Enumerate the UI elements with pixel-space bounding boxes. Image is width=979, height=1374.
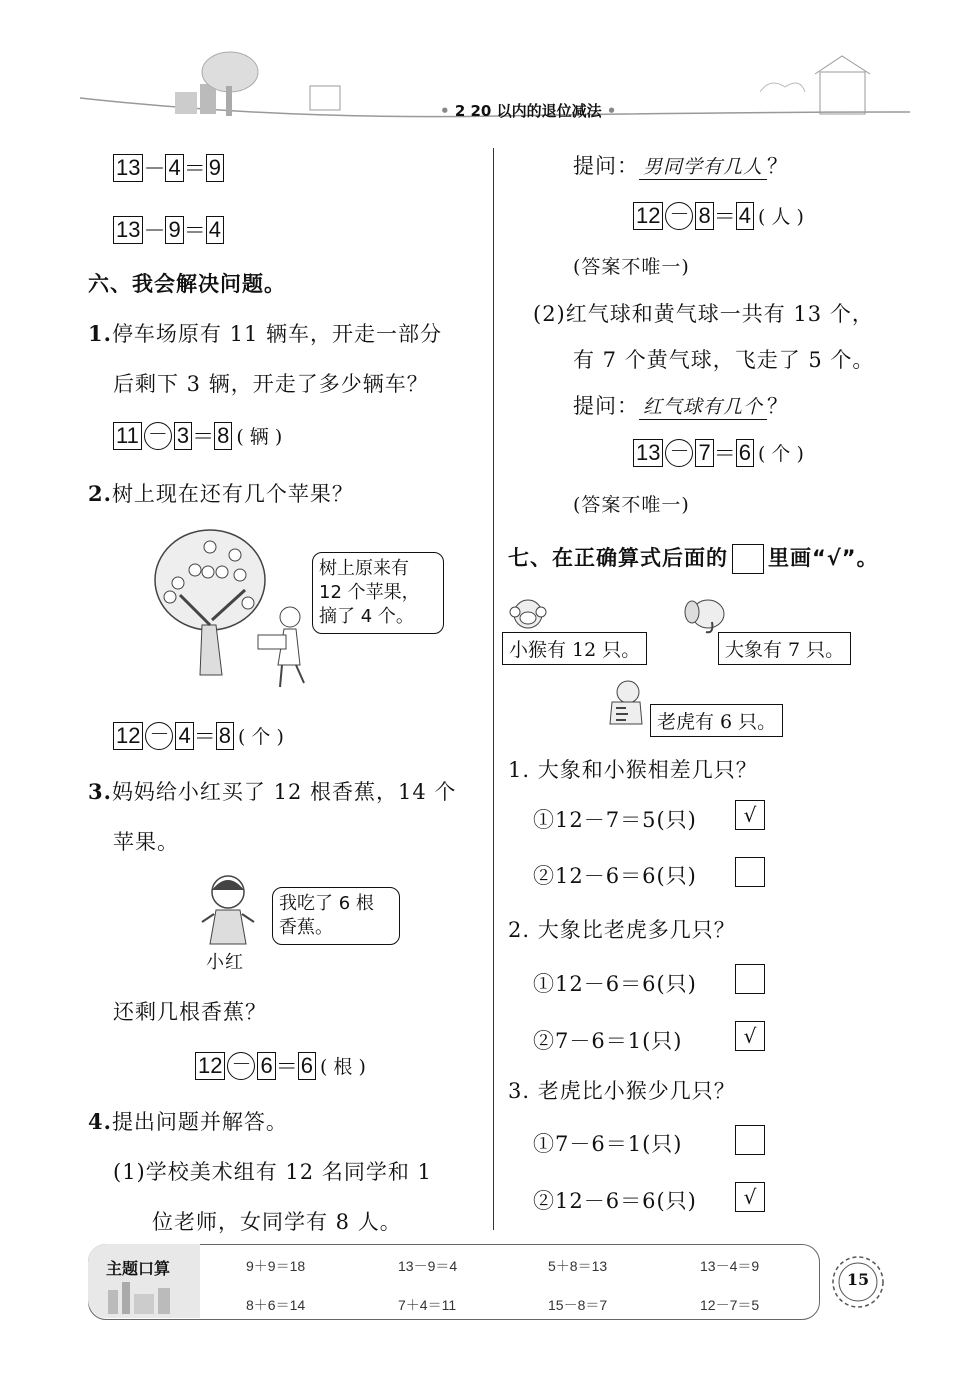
note-2: (答案不唯一): [573, 494, 690, 516]
p3-option2-checkbox[interactable]: √: [735, 1182, 765, 1212]
p3-option2: ②12－6＝6(只): [533, 1189, 697, 1213]
q1-answer: 11 － 3 ＝ 8 ( 辆 ): [113, 420, 282, 451]
header-title: • 2 20 以内的退位减法 •: [440, 102, 617, 120]
p1-option1: ①12－7＝5(只): [533, 808, 697, 832]
equation-b: 13 － 9 ＝ 4: [113, 214, 224, 245]
oral-r2-c1: 8＋6＝14: [246, 1297, 306, 1313]
ask1-line: 提问： 男同学有几人 ？: [573, 154, 790, 178]
oral-calc-label: 主题口算: [106, 1259, 171, 1278]
q3-speech-bubble: 我吃了 6 根 香蕉。: [272, 887, 400, 945]
q4-1-line2: 位老师，女同学有 8 人。: [152, 1210, 402, 1234]
q3-girl-name: 小红: [206, 952, 244, 973]
page-number: 15: [846, 1270, 870, 1289]
apple-tree-illustration: [150, 525, 310, 695]
column-divider: [493, 148, 494, 1230]
q3-question: 还剩几根香蕉？: [113, 1000, 267, 1024]
p3-option1: ①7－6＝1(只): [533, 1132, 683, 1156]
section-6-heading: 六、我会解决问题。: [88, 272, 286, 296]
ask1-answer: 12 － 8 ＝ 4 ( 人 ): [633, 200, 804, 231]
equation-a: 13 － 4 ＝ 9: [113, 152, 224, 183]
p2-option2-checkbox[interactable]: √: [735, 1021, 765, 1051]
q3-line2: 苹果。: [113, 830, 179, 854]
p2-option2: ②7－6＝1(只): [533, 1029, 683, 1053]
q4-2-line2: 有 7 个黄气球，飞走了 5 个。: [573, 348, 875, 372]
oral-r1-c4: 13－4＝9: [700, 1258, 760, 1274]
q2-speech-bubble: 树上原来有 12 个苹果， 摘了 4 个。: [312, 552, 444, 634]
tiger-label: 老虎有 6 只。: [650, 704, 783, 737]
p1-option2-checkbox[interactable]: [735, 857, 765, 887]
p1-option1-checkbox[interactable]: √: [735, 800, 765, 830]
p3-question: 3. 老虎比小猴少几只？: [508, 1079, 736, 1103]
p3-option1-checkbox[interactable]: [735, 1125, 765, 1155]
elephant-label: 大象有 7 只。: [718, 632, 851, 665]
tiger-icon: [602, 678, 648, 730]
oral-r2-c4: 12－7＝5: [700, 1297, 760, 1313]
monkey-label: 小猴有 12 只。: [502, 632, 647, 665]
p2-question: 2. 大象比老虎多几只？: [508, 918, 736, 942]
oral-r2-c3: 15－8＝7: [548, 1297, 608, 1313]
q4-1-line1: (1)学校美术组有 12 名同学和 1: [113, 1160, 432, 1184]
q2-text: 2.树上现在还有几个苹果？: [88, 481, 354, 506]
p1-option2: ②12－6＝6(只): [533, 864, 697, 888]
oral-r1-c2: 13－9＝4: [398, 1258, 458, 1274]
ask2-answer: 13 － 7 ＝ 6 ( 个 ): [633, 437, 804, 468]
q3-line1: 3.妈妈给小红买了 12 根香蕉，14 个: [88, 779, 457, 804]
q3-answer: 12 － 6 ＝ 6 ( 根 ): [195, 1050, 366, 1081]
p2-option1: ①12－6＝6(只): [533, 972, 697, 996]
oral-r1-c1: 9＋9＝18: [246, 1258, 306, 1274]
ask2-line: 提问： 红气球有几个 ？: [573, 394, 790, 418]
section-7-heading: 七、在正确算式后面的 里画“√”。: [508, 542, 879, 574]
oral-r1-c3: 5＋8＝13: [548, 1258, 608, 1274]
q4-text: 4.提出问题并解答。: [88, 1109, 288, 1134]
oral-r2-c2: 7＋4＝11: [398, 1297, 457, 1313]
q1-line1: 1.停车场原有 11 辆车，开走一部分: [88, 321, 443, 346]
note-1: (答案不唯一): [573, 256, 690, 278]
girl-illustration: [198, 870, 258, 945]
q4-2-line1: (2)红气球和黄气球一共有 13 个，: [533, 302, 874, 326]
q1-line2: 后剩下 3 辆，开走了多少辆车？: [113, 372, 429, 396]
p2-option1-checkbox[interactable]: [735, 964, 765, 994]
q2-answer: 12 － 4 ＝ 8 ( 个 ): [113, 720, 284, 751]
p1-question: 1. 大象和小猴相差几只？: [508, 758, 758, 782]
